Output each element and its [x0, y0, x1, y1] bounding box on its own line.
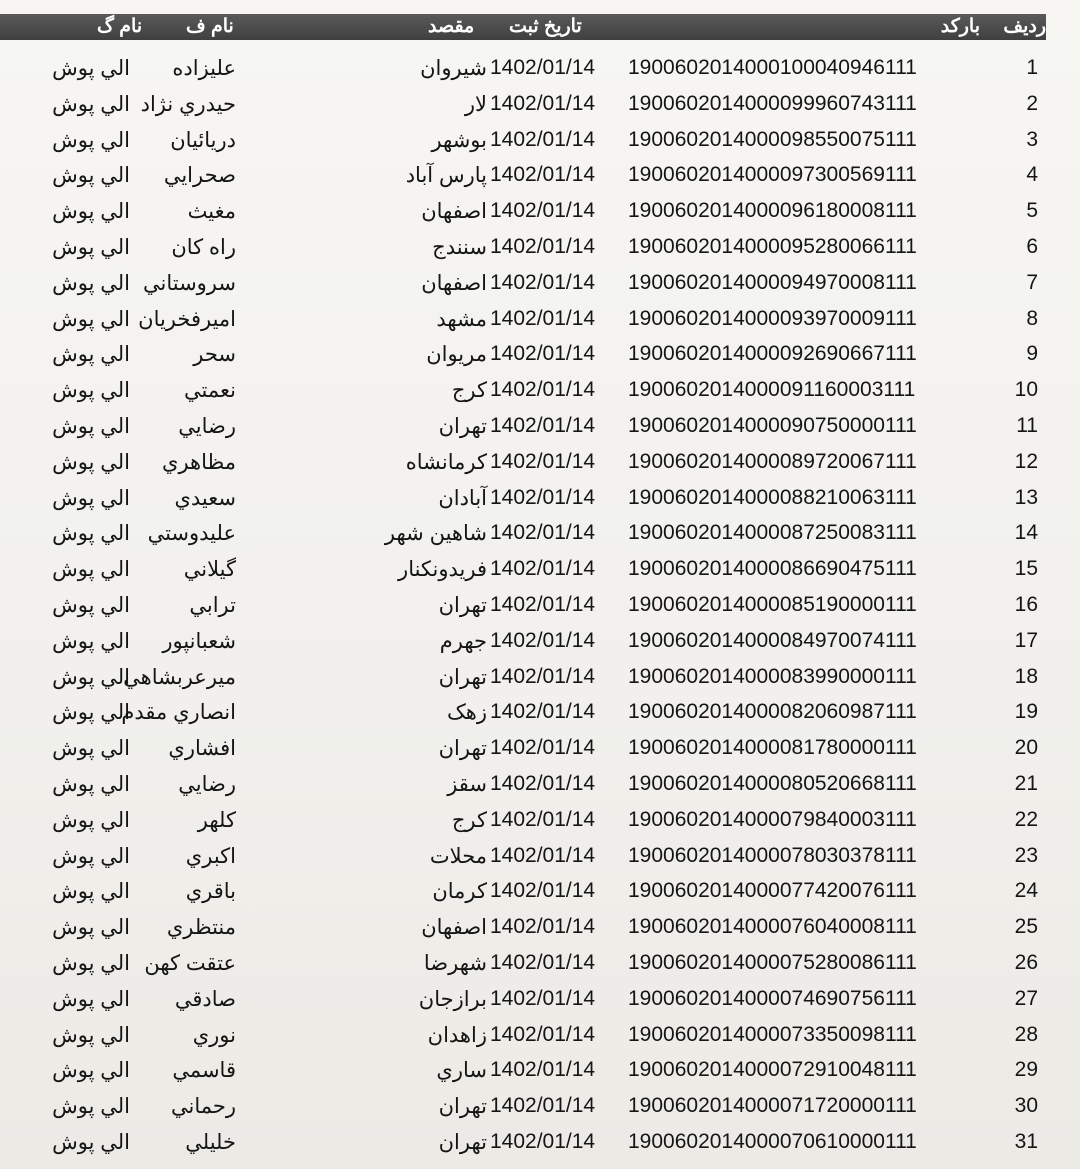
- date-cell: 1402/01/14: [490, 199, 596, 223]
- destination-cell: مريوان: [426, 343, 487, 367]
- barcode-cell: 1900602014000074690756111: [628, 986, 917, 1010]
- row-number: 5: [1026, 199, 1038, 223]
- date-cell: 1402/01/14: [490, 807, 596, 831]
- destination-cell: كرج: [451, 379, 487, 403]
- barcode-cell: 1900602014000075280086111: [628, 950, 917, 974]
- table-row: [0, 551, 1080, 587]
- first-name-cell: الي پوش: [52, 593, 130, 617]
- barcode-cell: 1900602014000094970008111: [628, 270, 917, 294]
- table-row: [0, 1124, 1080, 1160]
- row-number: 22: [1014, 807, 1038, 831]
- last-name-cell: اكبري: [185, 844, 236, 868]
- first-name-cell: الي پوش: [52, 1095, 130, 1119]
- date-cell: 1402/01/14: [490, 234, 596, 258]
- row-number: 28: [1014, 1022, 1038, 1046]
- first-name-cell: الي پوش: [52, 951, 130, 975]
- destination-cell: شهرضا: [423, 951, 487, 975]
- header-radif: ردیف: [1003, 16, 1046, 37]
- header-date: تاریخ ثبت: [509, 16, 582, 37]
- last-name-cell: عليدوستي: [147, 522, 236, 546]
- destination-cell: محلات: [429, 844, 487, 868]
- first-name-cell: الي پوش: [52, 128, 130, 152]
- row-number: 15: [1014, 557, 1038, 581]
- row-number: 23: [1014, 843, 1038, 867]
- first-name-cell: الي پوش: [52, 164, 130, 188]
- date-cell: 1402/01/14: [490, 449, 596, 473]
- last-name-cell: سروستاني: [142, 271, 236, 295]
- destination-cell: برازجان: [418, 987, 487, 1011]
- date-cell: 1402/01/14: [490, 628, 596, 652]
- table-row: [0, 408, 1080, 444]
- barcode-cell: 1900602014000081780000111: [628, 736, 917, 760]
- table-row: [0, 909, 1080, 945]
- barcode-cell: 1900602014000091160003111: [628, 378, 916, 402]
- first-name-cell: الي پوش: [52, 235, 130, 259]
- row-number: 4: [1026, 163, 1038, 187]
- first-name-cell: الي پوش: [52, 1023, 130, 1047]
- date-cell: 1402/01/14: [490, 557, 596, 581]
- barcode-cell: 1900602014000087250083111: [628, 521, 917, 545]
- table-row: [0, 50, 1080, 86]
- date-cell: 1402/01/14: [490, 127, 596, 151]
- table-row: [0, 86, 1080, 122]
- table-row: [0, 229, 1080, 265]
- table-row: [0, 873, 1080, 909]
- last-name-cell: شعبانپور: [162, 629, 236, 653]
- last-name-cell: رضايي: [178, 772, 236, 796]
- date-cell: 1402/01/14: [490, 1094, 596, 1118]
- last-name-cell: مظاهري: [162, 450, 236, 474]
- last-name-cell: خليلي: [185, 1130, 236, 1154]
- destination-cell: جهرم: [439, 629, 487, 653]
- table-row: [0, 515, 1080, 551]
- last-name-cell: نوري: [192, 1023, 236, 1047]
- table-row: [0, 730, 1080, 766]
- table-row: [0, 157, 1080, 193]
- barcode-cell: 1900602014000092690667111: [628, 342, 917, 366]
- last-name-cell: رضايي: [178, 414, 236, 438]
- table-row: [0, 802, 1080, 838]
- destination-cell: بوشهر: [431, 128, 487, 152]
- row-number: 10: [1014, 378, 1038, 402]
- barcode-cell: 1900602014000085190000111: [628, 592, 917, 616]
- date-cell: 1402/01/14: [490, 950, 596, 974]
- table-row: [0, 1088, 1080, 1124]
- destination-cell: آبادان: [438, 486, 487, 510]
- date-cell: 1402/01/14: [490, 163, 596, 187]
- last-name-cell: دريائيان: [170, 128, 236, 152]
- last-name-cell: باقري: [185, 880, 236, 904]
- row-number: 29: [1014, 1058, 1038, 1082]
- first-name-cell: الي پوش: [52, 1130, 130, 1154]
- row-number: 8: [1026, 306, 1038, 330]
- last-name-cell: راه كان: [171, 235, 236, 259]
- barcode-cell: 1900602014000088210063111: [628, 485, 917, 509]
- last-name-cell: صحرايي: [163, 164, 236, 188]
- first-name-cell: الي پوش: [52, 307, 130, 331]
- barcode-cell: 1900602014000082060987111: [628, 700, 917, 724]
- last-name-cell: رحماني: [170, 1095, 236, 1119]
- destination-cell: كرمان: [432, 880, 487, 904]
- row-number: 17: [1014, 628, 1038, 652]
- destination-cell: ساري: [436, 1059, 487, 1083]
- first-name-cell: الي پوش: [52, 629, 130, 653]
- date-cell: 1402/01/14: [490, 700, 596, 724]
- destination-cell: فريدونكنار: [398, 558, 487, 582]
- first-name-cell: الي پوش: [52, 808, 130, 832]
- first-name-cell: الي پوش: [52, 450, 130, 474]
- barcode-cell: 1900602014000097300569111: [628, 163, 917, 187]
- table-row: [0, 945, 1080, 981]
- first-name-cell: الي پوش: [52, 844, 130, 868]
- barcode-cell: 1900602014000071720000111: [628, 1094, 917, 1118]
- table-row: [0, 587, 1080, 623]
- last-name-cell: ترابي: [189, 593, 236, 617]
- row-number: 6: [1026, 234, 1038, 258]
- last-name-cell: گيلاني: [183, 558, 236, 582]
- table-row: [0, 694, 1080, 730]
- barcode-cell: 1900602014000079840003111: [628, 807, 917, 831]
- row-number: 26: [1014, 950, 1038, 974]
- destination-cell: سنندج: [432, 235, 487, 259]
- row-number: 25: [1014, 915, 1038, 939]
- destination-cell: سقز: [447, 772, 487, 796]
- date-cell: 1402/01/14: [490, 592, 596, 616]
- barcode-cell: 1900602014000098550075111: [628, 127, 917, 151]
- barcode-cell: 1900602014000073350098111: [628, 1022, 917, 1046]
- first-name-cell: الي پوش: [52, 271, 130, 295]
- row-number: 11: [1016, 413, 1038, 437]
- first-name-cell: الي پوش: [52, 772, 130, 796]
- first-name-cell: الي پوش: [52, 522, 130, 546]
- barcode-cell: 1900602014000084970074111: [628, 628, 917, 652]
- first-name-cell: الي پوش: [52, 987, 130, 1011]
- barcode-cell: 1900602014000083990000111: [628, 664, 917, 688]
- last-name-cell: عتقت كهن: [144, 951, 236, 975]
- table-row: [0, 265, 1080, 301]
- barcode-cell: 1900602014000070610000111: [628, 1129, 917, 1153]
- last-name-cell: افشاري: [168, 737, 236, 761]
- row-number: 7: [1026, 270, 1038, 294]
- destination-cell: اصفهان: [421, 271, 487, 295]
- destination-cell: كرج: [451, 808, 487, 832]
- last-name-cell: نعمتي: [184, 379, 236, 403]
- destination-cell: شاهين شهر: [384, 522, 487, 546]
- row-number: 9: [1026, 342, 1038, 366]
- table-row: [0, 766, 1080, 802]
- destination-cell: تهران: [438, 414, 487, 438]
- date-cell: 1402/01/14: [490, 413, 596, 437]
- first-name-cell: الي پوش: [52, 701, 130, 725]
- last-name-cell: مغيث: [187, 200, 236, 224]
- table-row: [0, 336, 1080, 372]
- destination-cell: شيروان: [420, 57, 487, 80]
- first-name-cell: الي پوش: [52, 57, 130, 80]
- table-row: [0, 623, 1080, 659]
- first-name-cell: الي پوش: [52, 558, 130, 582]
- table-row: [0, 1052, 1080, 1088]
- destination-cell: زاهدان: [427, 1023, 487, 1047]
- date-cell: 1402/01/14: [490, 915, 596, 939]
- date-cell: 1402/01/14: [490, 270, 596, 294]
- row-number: 31: [1014, 1129, 1038, 1153]
- row-number: 30: [1014, 1094, 1038, 1118]
- first-name-cell: الي پوش: [52, 665, 130, 689]
- table-header: [0, 14, 1046, 40]
- last-name-cell: حيدري نژاد: [140, 92, 236, 116]
- table-row: [0, 480, 1080, 516]
- destination-cell: زهک: [446, 701, 487, 725]
- barcode-cell: 1900602014000072910048111: [628, 1058, 917, 1082]
- barcode-cell: 1900602014000089720067111: [628, 449, 917, 473]
- row-number: 18: [1014, 664, 1038, 688]
- row-number: 3: [1026, 127, 1038, 151]
- table-row: [0, 838, 1080, 874]
- last-name-cell: صادقي: [174, 987, 236, 1011]
- table-row: [0, 193, 1080, 229]
- date-cell: 1402/01/14: [490, 771, 596, 795]
- row-number: 24: [1014, 879, 1038, 903]
- last-name-cell: سعيدي: [174, 486, 236, 510]
- last-name-cell: انصاري مقدم: [121, 701, 236, 725]
- row-number: 13: [1014, 485, 1038, 509]
- header-destination: مقصد: [428, 16, 475, 37]
- last-name-cell: قاسمي: [172, 1059, 236, 1083]
- table-row: [0, 444, 1080, 480]
- date-cell: 1402/01/14: [490, 986, 596, 1010]
- barcode-cell: 1900602014000096180008111: [628, 199, 917, 223]
- table-row: [0, 981, 1080, 1017]
- barcode-cell: 1900602014000077420076111: [628, 879, 917, 903]
- row-number: 2: [1026, 91, 1038, 115]
- row-number: 14: [1014, 521, 1038, 545]
- destination-cell: اصفهان: [421, 200, 487, 224]
- barcode-cell: 1900602014000078030378111: [628, 843, 917, 867]
- table-row: [0, 1017, 1080, 1053]
- last-name-cell: ميرعربشاهي: [123, 665, 236, 689]
- table-row: [0, 372, 1080, 408]
- date-cell: 1402/01/14: [490, 664, 596, 688]
- barcode-cell: 1900602014000086690475111: [628, 557, 917, 581]
- header-last-name: نام گ: [97, 16, 143, 37]
- header-first-name: نام ف: [186, 16, 234, 37]
- row-number: 27: [1014, 986, 1038, 1010]
- destination-cell: تهران: [438, 1095, 487, 1119]
- destination-cell: لار: [464, 92, 487, 116]
- barcode-cell: 1900602014000090750000111: [628, 413, 917, 437]
- date-cell: 1402/01/14: [490, 56, 596, 79]
- barcode-cell: 1900602014000076040008111: [628, 915, 917, 939]
- date-cell: 1402/01/14: [490, 521, 596, 545]
- destination-cell: تهران: [438, 593, 487, 617]
- barcode-cell: 1900602014000095280066111: [628, 234, 917, 258]
- first-name-cell: الي پوش: [52, 200, 130, 224]
- row-number: 19: [1014, 700, 1038, 724]
- date-cell: 1402/01/14: [490, 736, 596, 760]
- date-cell: 1402/01/14: [490, 378, 596, 402]
- first-name-cell: الي پوش: [52, 1059, 130, 1083]
- last-name-cell: سحر: [193, 343, 236, 367]
- destination-cell: تهران: [438, 737, 487, 761]
- date-cell: 1402/01/14: [490, 879, 596, 903]
- last-name-cell: كلهر: [197, 808, 236, 832]
- date-cell: 1402/01/14: [490, 843, 596, 867]
- first-name-cell: الي پوش: [52, 486, 130, 510]
- last-name-cell: اميرفخريان: [138, 307, 236, 331]
- row-number: 16: [1014, 592, 1038, 616]
- date-cell: 1402/01/14: [490, 342, 596, 366]
- destination-cell: مشهد: [436, 307, 487, 331]
- destination-cell: اصفهان: [421, 916, 487, 940]
- barcode-cell: 1900602014000080520668111: [628, 771, 917, 795]
- first-name-cell: الي پوش: [52, 916, 130, 940]
- table-row: [0, 659, 1080, 695]
- table-body: [0, 50, 1080, 1160]
- barcode-cell: 1900602014000100040946111: [628, 56, 917, 79]
- barcode-cell: 1900602014000093970009111: [628, 306, 917, 330]
- row-number: 21: [1014, 771, 1038, 795]
- date-cell: 1402/01/14: [490, 1129, 596, 1153]
- destination-cell: تهران: [438, 665, 487, 689]
- first-name-cell: الي پوش: [52, 343, 130, 367]
- date-cell: 1402/01/14: [490, 306, 596, 330]
- first-name-cell: الي پوش: [52, 737, 130, 761]
- date-cell: 1402/01/14: [490, 1022, 596, 1046]
- first-name-cell: الي پوش: [52, 414, 130, 438]
- header-barcode: بارکد: [940, 16, 980, 37]
- row-number: 1: [1026, 56, 1038, 79]
- date-cell: 1402/01/14: [490, 1058, 596, 1082]
- table-row: [0, 301, 1080, 337]
- destination-cell: كرمانشاه: [405, 450, 487, 474]
- barcode-cell: 1900602014000099960743111: [628, 91, 917, 115]
- table-row: [0, 122, 1080, 158]
- destination-cell: پارس آباد: [405, 164, 487, 188]
- last-name-cell: عليزاده: [172, 57, 236, 80]
- first-name-cell: الي پوش: [52, 880, 130, 904]
- date-cell: 1402/01/14: [490, 91, 596, 115]
- row-number: 12: [1014, 449, 1038, 473]
- date-cell: 1402/01/14: [490, 485, 596, 509]
- first-name-cell: الي پوش: [52, 379, 130, 403]
- row-number: 20: [1014, 736, 1038, 760]
- last-name-cell: منتظري: [166, 916, 236, 940]
- first-name-cell: الي پوش: [52, 92, 130, 116]
- destination-cell: تهران: [438, 1130, 487, 1154]
